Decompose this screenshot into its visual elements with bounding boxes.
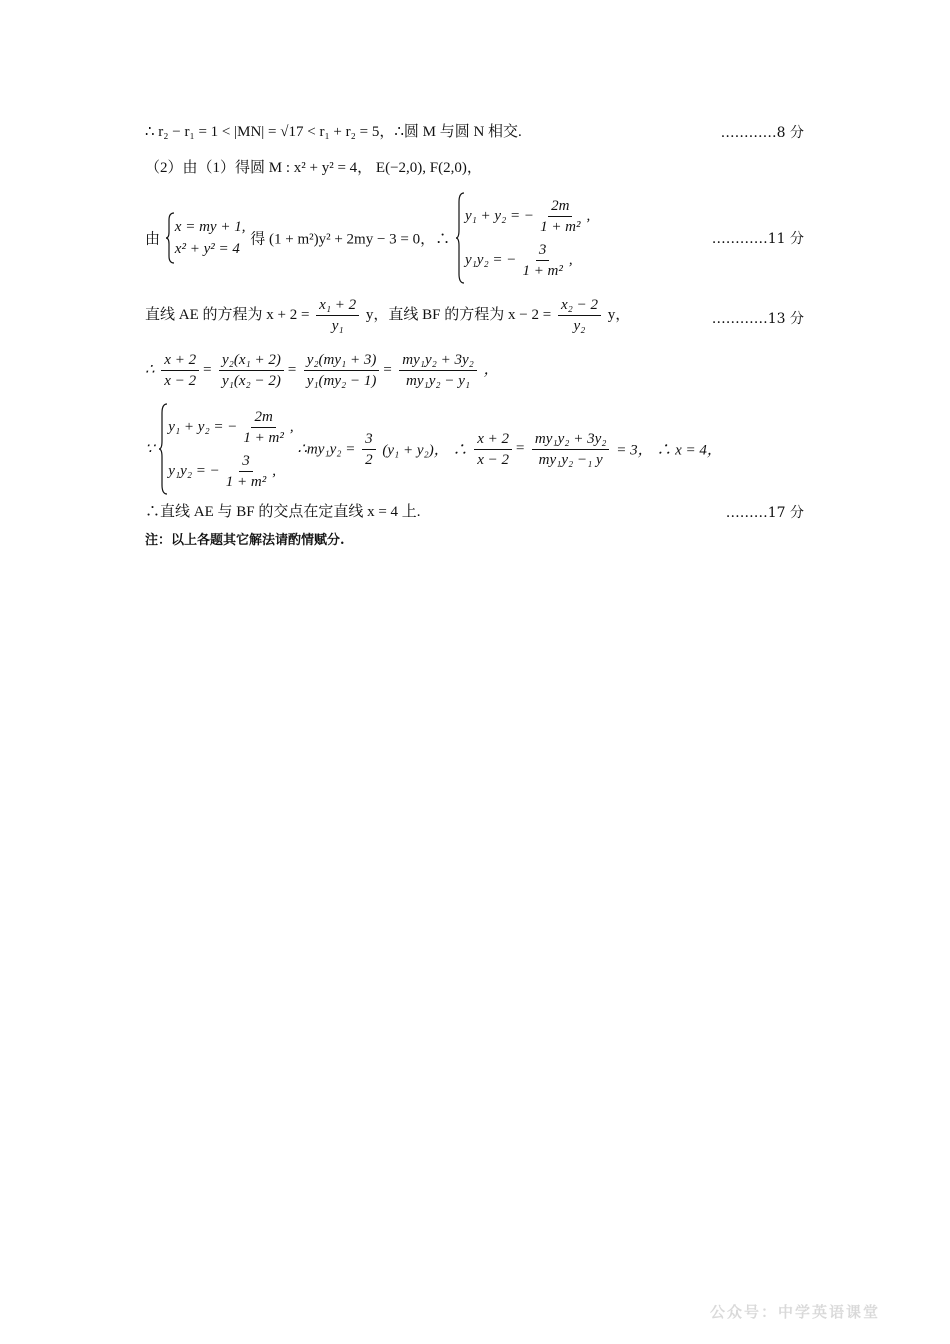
system-c-eq-2-lhs: y₁y₂ = − bbox=[168, 463, 220, 479]
line-5-prefix: ∴ bbox=[145, 361, 155, 378]
line-7 bbox=[145, 500, 421, 521]
line-6-t1: ∴my₁y₂ = bbox=[297, 441, 356, 458]
line-5-f1-den: x − 2 bbox=[164, 373, 197, 389]
line-6: ∵ y₁ + y₂ = − $\frac{2m}{\text{1 + m²}}$ , y₁y₂ = − $\frac{3}{\text{1 + m²}}$ , ∴my₁y₂ = $\frac{3}{2}$ (y₁ + y₂)， ∴ $\frac{x + 2}{x - 2}$ = $\frac{\text{my₁y₂ + 3y₂}}{\text{my₁y₂ −₁ y}}$ = 3， ∴ x = 4， bbox=[145, 403, 722, 495]
left-brace-icon bbox=[158, 403, 168, 495]
line-2 bbox=[145, 156, 482, 177]
system-b-eq-1-lhs: y₁ + y₂ = − bbox=[464, 208, 535, 224]
line-6-g2-num: my₁y₂ + 3y₂ bbox=[532, 429, 610, 450]
system-c-eq-2-num: 3 bbox=[239, 451, 253, 472]
system-b-eq-1-den: 1 + m² bbox=[540, 219, 581, 236]
system-b-eq-1-num: 2m bbox=[548, 196, 572, 217]
system-c bbox=[158, 403, 293, 495]
left-brace-icon bbox=[455, 192, 465, 284]
score-11: …………11 分 bbox=[711, 231, 804, 247]
line-5-f2-num: y₂(x₁ + 2) bbox=[219, 350, 284, 371]
line-3-prefix: 由 bbox=[145, 229, 161, 248]
line-5-f2-den: y₁(x₂ − 2) bbox=[221, 373, 281, 389]
system-a-eq-2: x² + y² = 4 bbox=[174, 241, 240, 257]
line-3-middle: 得 (1 + m²)y² + 2my − 3 = 0，∴ bbox=[250, 231, 451, 248]
left-brace-icon bbox=[165, 212, 175, 264]
system-b-eq-2-den: 1 + m² bbox=[522, 263, 563, 280]
line-4-f2-den: y₂ bbox=[573, 318, 586, 334]
line-1 bbox=[145, 120, 522, 141]
line-6-h-num: 3 bbox=[362, 429, 376, 450]
system-b bbox=[455, 192, 590, 284]
score-8: …………8 分 bbox=[720, 125, 804, 141]
system-b-eq-2-lhs: y₁y₂ = − bbox=[464, 252, 517, 268]
line-6-g2-den: my₁y₂ −₁ y bbox=[538, 451, 603, 468]
line-7-text: ∴直线 AE 与 BF 的交点在定直线 x = 4 上. bbox=[145, 504, 421, 520]
line-5-f4-den: my₁y₂ − y₁ bbox=[406, 373, 471, 389]
system-c-eq-1-num: 2m bbox=[251, 407, 275, 428]
line-5-f3-den: y₁(my₂ − 1) bbox=[306, 373, 377, 389]
line-6-t3: = 3， ∴ x = 4， bbox=[616, 442, 722, 459]
line-6-t2: (y₁ + y₂)， ∴ bbox=[382, 442, 468, 459]
line-2-text: （2）由（1）得圆 M : x² + y² = 4， E(−2,0), F(2,0)， bbox=[145, 160, 482, 176]
score-13: …………13 分 bbox=[711, 311, 804, 327]
system-c-eq-1-den: 1 + m² bbox=[243, 430, 284, 447]
watermark: 公众号：中学英语课堂 bbox=[709, 1303, 880, 1321]
line-5-f3-num: y₂(my₁ + 3) bbox=[304, 350, 380, 371]
line-6-g1-num: x + 2 bbox=[474, 429, 512, 450]
system-b-eq-2: y₁y₂ = − $\frac{3}{\text{1 + m²}}$ , bbox=[464, 242, 573, 280]
system-b-eq-2-num: 3 bbox=[536, 240, 550, 261]
line-3 bbox=[145, 192, 590, 284]
system-c-eq-2-den: 1 + m² bbox=[225, 474, 267, 491]
line-4 bbox=[145, 295, 630, 336]
note: 注：以上各题其它解法请酌情赋分. bbox=[145, 533, 345, 548]
system-a bbox=[165, 212, 246, 264]
line-4-f1-den: y₁ bbox=[331, 318, 344, 334]
line-4-t1: 直线 AE 的方程为 x + 2 = bbox=[145, 306, 310, 323]
line-4-t2: y，直线 BF 的方程为 x − 2 = bbox=[365, 306, 552, 323]
line-5-f1-num: x + 2 bbox=[161, 350, 199, 371]
line-1-text: ∴ r₂ − r₁ = 1 < |MN| = √17 < r₁ + r₂ = 5，∴圆 M 与圆 N 相交. bbox=[145, 124, 522, 140]
line-5-f4-num: my₁y₂ + 3y₂ bbox=[399, 350, 477, 371]
line-4-t3: y， bbox=[607, 306, 631, 323]
line-5: ∴ $\frac{x + 2}{x - 2}$ = $\frac{\text{y₂(x₁ + 2)}}{\text{y₁(x₂ − 2)}}$ = $\frac{\text{y₂(my₁ + 3)}}{\text{y₁(my₂ − 1)}}$ = $\frac{\text{my₁y₂ + 3y₂}}{\text{my₁y₂ − y₁}}$ ， bbox=[145, 352, 499, 389]
line-5-suffix: ， bbox=[483, 361, 499, 378]
system-c-eq-2: y₁y₂ = − $\frac{3}{\text{1 + m²}}$ , bbox=[168, 453, 276, 491]
system-b-eq-1: y₁ + y₂ = − $\frac{2m}{\text{1 + m²}}$ , bbox=[464, 198, 591, 236]
system-c-eq-1: y₁ + y₂ = − $\frac{2m}{\text{1 + m²}}$ , bbox=[168, 409, 294, 447]
system-a-eq-1: x = my + 1, bbox=[174, 219, 246, 235]
line-6-h-den: 2 bbox=[365, 451, 373, 468]
system-c-eq-1-lhs: y₁ + y₂ = − bbox=[168, 419, 238, 435]
score-17: ………17 分 bbox=[725, 505, 804, 521]
line-6-prefix: ∵ bbox=[145, 441, 155, 458]
line-4-f1-num: x₁ + 2 bbox=[316, 295, 359, 316]
line-4-f2-num: x₂ − 2 bbox=[558, 295, 601, 316]
line-6-g1-den: x − 2 bbox=[477, 451, 510, 468]
